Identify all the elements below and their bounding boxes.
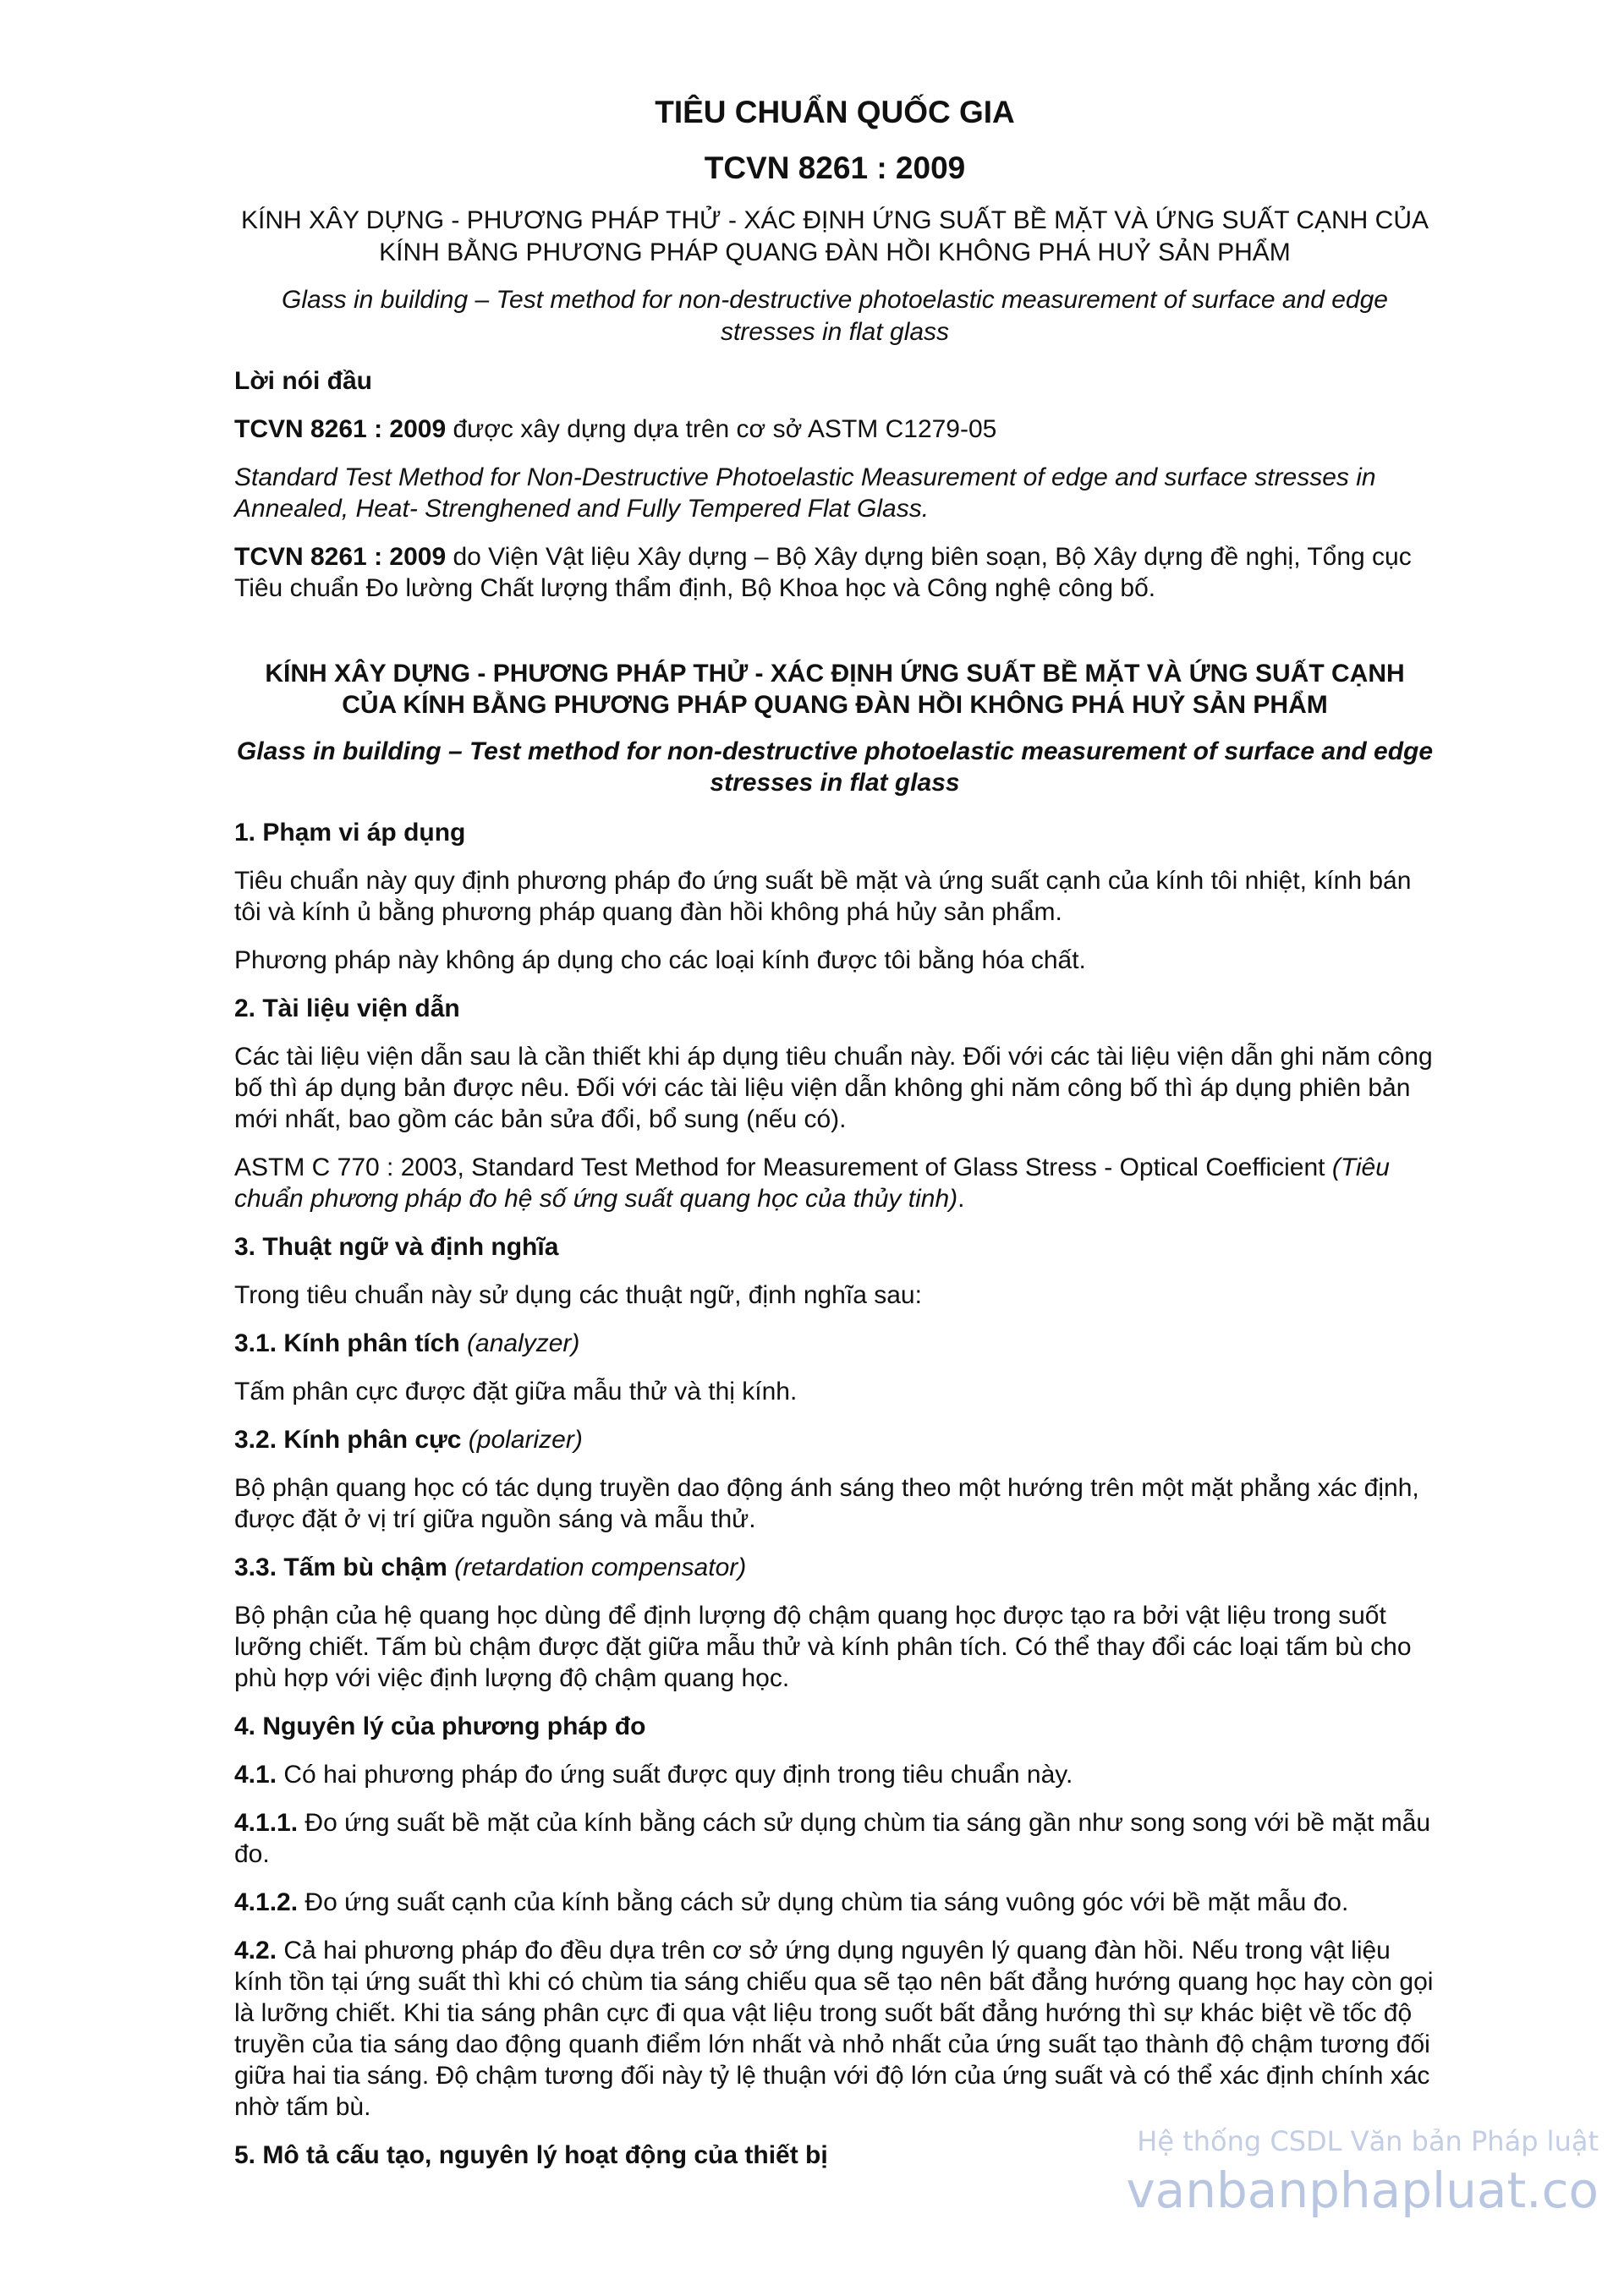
clause-text: Có hai phương pháp đo ứng suất được quy định trong tiêu chuẩn này. xyxy=(277,1761,1073,1789)
section-2-paragraph-1: Các tài liệu viện dẫn sau là cần thiết khi áp dụng tiêu chuẩn này. Đối với các tài liệu viện dẫn ghi năm công bố thì áp dụng bản được nêu. Đối với các tài liệu viện dẫn không ghi năm công bố thì áp dụng phiên bản mới nhất, bao gồm các bản sửa đổi, bổ sung (nếu có). xyxy=(234,1043,1433,1133)
watermark xyxy=(1125,2123,1599,2221)
term-3-2 xyxy=(234,1424,1435,1455)
clause-number: 4.2. xyxy=(234,1937,277,1964)
section-4-heading: 4. Nguyên lý của phương pháp đo xyxy=(234,1712,646,1740)
foreword-paragraph-1 xyxy=(234,414,1435,445)
term-3-2-definition: Bộ phận quang học có tác dụng truyền dao động ánh sáng theo một hướng trên một mặt phẳng xác định, được đặt ở vị trí giữa nguồn sáng và mẫu thử. xyxy=(234,1474,1419,1533)
clause-number: 4.1.1. xyxy=(234,1809,299,1837)
reference-astm-vi: (Tiêu chuẩn phương pháp đo hệ số ứng suất quang học của thủy tinh) xyxy=(234,1153,1390,1213)
body-title-vi: KÍNH XÂY DỰNG - PHƯƠNG PHÁP THỬ - XÁC ĐỊNH ỨNG SUẤT BỀ MẶT VÀ ỨNG SUẤT CẠNH CỦA KÍNH BẰNG PHƯƠNG PHÁP QUANG ĐÀN HỒI KHÔNG PHÁ HUỶ SẢN PHẨM xyxy=(265,660,1405,719)
term-3-3 xyxy=(234,1552,1435,1583)
document-content xyxy=(234,93,1435,2188)
term-3-1-en: (analyzer) xyxy=(459,1329,580,1357)
term-3-3-en: (retardation compensator) xyxy=(447,1553,747,1581)
foreword-paragraph-2: Standard Test Method for Non-Destructive Photoelastic Measurement of edge and surface stresses in Annealed, Heat- Strenghened and Fully Tempered Flat Glass. xyxy=(234,463,1376,523)
watermark-line-1: Hệ thống CSDL Văn bản Pháp luật xyxy=(1137,2125,1599,2157)
standard-label: TIÊU CHUẨN QUỐC GIA xyxy=(655,95,1015,129)
term-3-1 xyxy=(234,1328,1435,1359)
section-5-heading: 5. Mô tả cấu tạo, nguyên lý hoạt động của thiết bị xyxy=(234,2141,828,2169)
section-2-heading: 2. Tài liệu viện dẫn xyxy=(234,995,460,1022)
clause-4-2 xyxy=(234,1935,1435,2123)
section-3-intro: Trong tiêu chuẩn này sử dụng các thuật ngữ, định nghĩa sau: xyxy=(234,1281,922,1309)
spacer xyxy=(234,621,1435,658)
clause-4-1-1 xyxy=(234,1807,1435,1870)
section-1-paragraph-2: Phương pháp này không áp dụng cho các loại kính được tôi bằng hóa chất. xyxy=(234,946,1086,974)
foreword-p1-text: được xây dựng dựa trên cơ sở ASTM C1279-05 xyxy=(446,415,997,443)
term-3-1-definition: Tấm phân cực được đặt giữa mẫu thử và thị kính. xyxy=(234,1378,798,1406)
section-1-heading: 1. Phạm vi áp dụng xyxy=(234,819,466,847)
reference-astm: ASTM C 770 : 2003, Standard Test Method for Measurement of Glass Stress - Optical Coefficient xyxy=(234,1153,1332,1181)
reference-end: . xyxy=(957,1185,965,1213)
term-3-2-en: (polarizer) xyxy=(461,1426,583,1454)
standard-code-inline: TCVN 8261 : 2009 xyxy=(234,543,447,571)
section-1-paragraph-1: Tiêu chuẩn này quy định phương pháp đo ứng suất bề mặt và ứng suất cạnh của kính tôi nhiệt, kính bán tôi và kính ủ bằng phương pháp quang đàn hồi không phá hủy sản phẩm. xyxy=(234,867,1412,926)
clause-text: Đo ứng suất bề mặt của kính bằng cách sử dụng chùm tia sáng gần như song song với bề mặt mẫu đo. xyxy=(234,1809,1431,1868)
clause-number: 4.1.2. xyxy=(234,1888,299,1916)
term-3-2-label: 3.2. Kính phân cực xyxy=(234,1426,462,1454)
section-3-heading: 3. Thuật ngữ và định nghĩa xyxy=(234,1233,559,1261)
standard-code-inline: TCVN 8261 : 2009 xyxy=(234,415,447,443)
standard-code: TCVN 8261 : 2009 xyxy=(704,151,966,185)
clause-text: Cả hai phương pháp đo đều dựa trên cơ sở ứng dụng nguyên lý quang đàn hồi. Nếu trong vật liệu kính tồn tại ứng suất thì khi có chùm tia sáng chiếu qua sẽ tạo nên bất đẳng hướng quang học hay còn gọi là lưỡng chiết. Khi tia sáng phân cực đi qua vật liệu trong suốt bất đẳng hướng thì sự khác biệt về tốc độ truyền của tia sáng dao động quanh điểm lớn nhất và nhỏ nhất của ứng suất tạo thành độ chậm tương đối giữa hai tia sáng. Độ chậm tương đối này tỷ lệ thuận với độ lớn của ứng suất và có thể xác định chính xác nhờ tấm bù. xyxy=(234,1937,1434,2121)
watermark-site: vanbanphapluat.co xyxy=(1126,2162,1599,2219)
document-title-vi: KÍNH XÂY DỰNG - PHƯƠNG PHÁP THỬ - XÁC ĐỊNH ỨNG SUẤT BỀ MẶT VÀ ỨNG SUẤT CẠNH CỦA KÍNH BẰNG PHƯƠNG PHÁP QUANG ĐÀN HỒI KHÔNG PHÁ HUỶ SẢN PHẨM xyxy=(240,206,1429,266)
foreword-paragraph-3 xyxy=(234,541,1435,604)
document-title-en: Glass in building – Test method for non-destructive photoelastic measurement of surface and edge stresses in flat glass xyxy=(282,286,1388,346)
section-2-paragraph-2 xyxy=(234,1152,1435,1214)
term-3-3-definition: Bộ phận của hệ quang học dùng để định lượng độ chậm quang học được tạo ra bởi vật liệu trong suốt lưỡng chiết. Tấm bù chậm được đặt giữa mẫu thử và kính phân tích. Có thể thay đổi các loại tấm bù cho phù hợp với việc định lượng độ chậm quang học. xyxy=(234,1602,1412,1692)
clause-4-1-2 xyxy=(234,1887,1435,1918)
foreword-heading: Lời nói đầu xyxy=(234,367,372,395)
foreword-p3-text: do Viện Vật liệu Xây dựng – Bộ Xây dựng biên soạn, Bộ Xây dựng đề nghị, Tổng cục Tiêu chuẩn Đo lường Chất lượng thẩm định, Bộ Khoa học và Công nghệ công bố. xyxy=(234,543,1412,602)
clause-number: 4.1. xyxy=(234,1761,277,1789)
term-3-3-label: 3.3. Tấm bù chậm xyxy=(234,1553,447,1581)
clause-text: Đo ứng suất cạnh của kính bằng cách sử dụng chùm tia sáng vuông góc với bề mặt mẫu đo. xyxy=(298,1888,1349,1916)
term-3-1-label: 3.1. Kính phân tích xyxy=(234,1329,460,1357)
clause-4-1 xyxy=(234,1759,1435,1790)
body-title-en: Glass in building – Test method for non-destructive photoelastic measurement of surface and edge stresses in flat glass xyxy=(236,737,1434,797)
